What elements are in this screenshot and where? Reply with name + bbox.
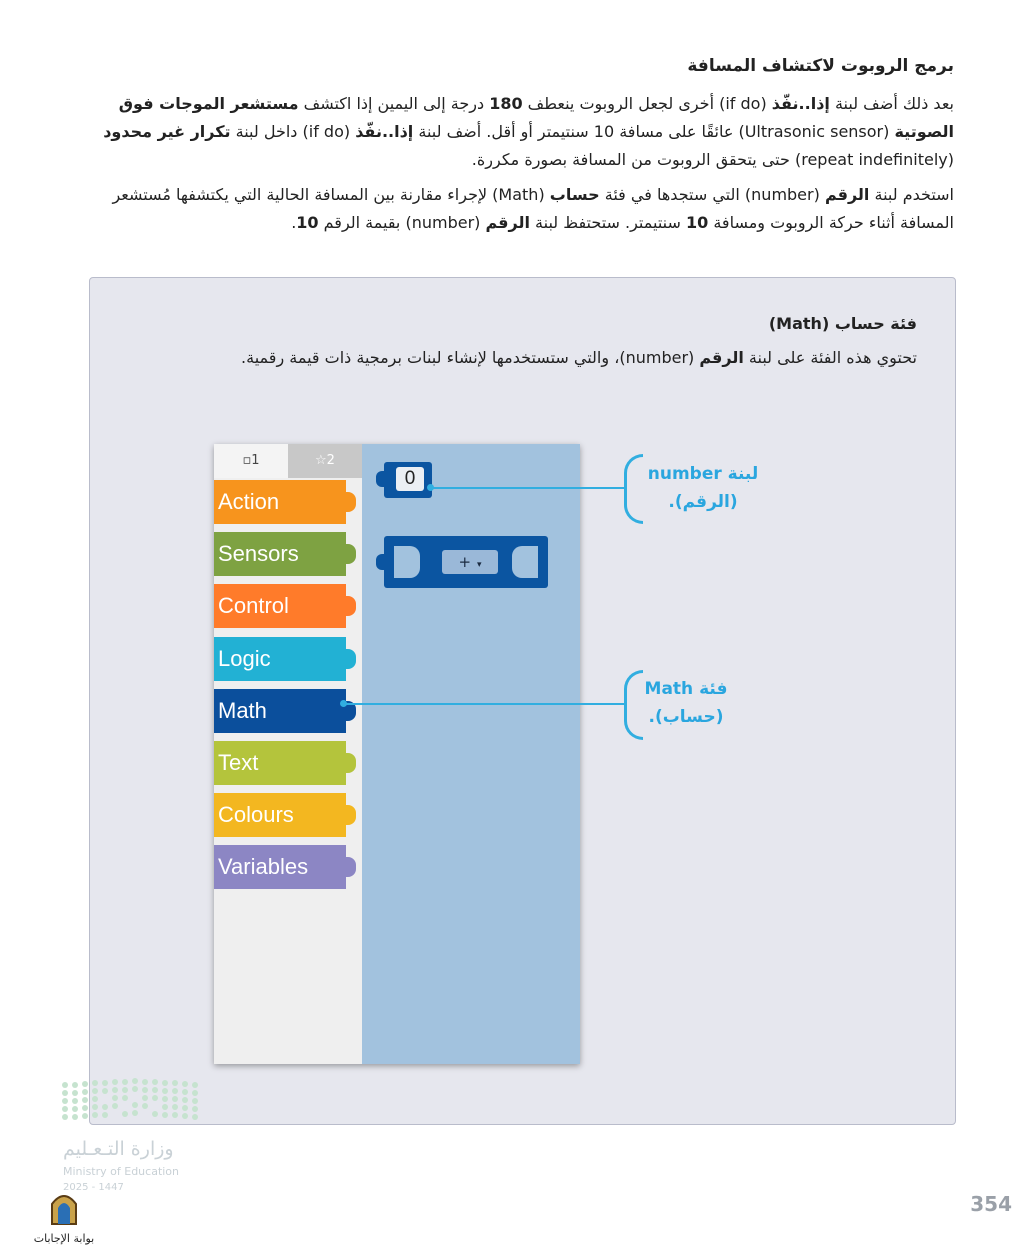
bold-span: إذا..نفّذ [771,94,830,113]
logo-dot [92,1096,98,1102]
logo-dot [162,1112,168,1118]
callout-math-label [638,675,734,731]
category-notch [342,649,356,669]
palette-tab-2[interactable]: ☆2 [288,444,362,478]
bold-span: تكرار غير محدود [103,122,231,141]
category-notch [342,753,356,773]
logo-dot [122,1111,128,1117]
logo-dot [132,1078,138,1084]
bold-span: إذا..نفّذ [355,122,414,141]
logo-dot [192,1098,198,1104]
logo-dot [62,1106,68,1112]
logo-dot [92,1104,98,1110]
logo-dot [132,1102,138,1108]
logo-dot [142,1087,148,1093]
logo-dot [142,1103,148,1109]
logo-dot [102,1080,108,1086]
logo-dot [92,1112,98,1118]
operator-symbol: + [458,553,472,571]
logo-dot [162,1104,168,1110]
logo-dot [182,1081,188,1087]
bold-span: 10 [685,213,709,232]
logo-dot [102,1112,108,1118]
logo-dot [112,1095,118,1101]
logo-dot [172,1096,178,1102]
logo-dot [112,1087,118,1093]
number-block[interactable] [384,462,432,498]
logo-dot [162,1080,168,1086]
category-notch [342,544,356,564]
bold-span: الرقم [699,348,744,367]
logo-dot [192,1082,198,1088]
logo-dot [72,1082,78,1088]
logo-dot [182,1097,188,1103]
section-heading: برمج الروبوت لاكتشاف المسافة [687,56,954,76]
callout-line-math [343,703,626,705]
bold-span: 180 [489,94,523,113]
logo-dot [162,1088,168,1094]
logo-dot [72,1106,78,1112]
logo-dot [112,1103,118,1109]
callout-line: (الرقم). [668,492,738,512]
callout-line: (حساب). [648,707,724,727]
bold-span: مستشعر الموجات فوق الصوتية [118,94,954,141]
site-label: بوابة الإجابات [33,1232,95,1245]
logo-dot [82,1113,88,1119]
logo-dot [192,1106,198,1112]
logo-dot [192,1090,198,1096]
category-variables[interactable]: Variables [214,845,346,889]
block-editor-screenshot [214,444,580,1064]
callout-line: لبنة number [647,464,759,484]
box-description [241,348,917,367]
text-span: بعد ذلك أضف لبنة [829,94,954,113]
info-box [89,277,956,1125]
category-control[interactable]: Control [214,584,346,628]
palette-tab-1[interactable]: ▫1 [214,444,288,478]
logo-dot [152,1087,158,1093]
category-notch [342,857,356,877]
paragraph-2 [84,181,954,237]
block-connector [376,471,386,487]
logo-dot [82,1097,88,1103]
logo-dot [122,1079,128,1085]
logo-dot [72,1090,78,1096]
bold-span: حساب [549,185,600,204]
text-span: (Math) لإجراء مقارنة بين المسافة الحالية التي يكتشفها مُستشعر المسافة أثناء حركة الروبوت ومسافة [112,185,954,232]
logo-dot [182,1089,188,1095]
logo-dot [182,1113,188,1119]
logo-dot [172,1080,178,1086]
ministry-name-arabic: وزارة التـعـليم [63,1138,174,1160]
logo-dot [62,1098,68,1104]
category-math[interactable]: Math [214,689,346,733]
logo-dot [82,1081,88,1087]
bold-span: الرقم [485,213,530,232]
logo-dot [152,1079,158,1085]
category-palette [214,444,362,1064]
logo-dot [122,1087,128,1093]
logo-dot [122,1095,128,1101]
logo-dot [72,1114,78,1120]
logo-dot [92,1088,98,1094]
text-span: درجة إلى اليمين إذا اكتشف [298,94,490,113]
category-action[interactable]: Action [214,480,346,524]
ministry-name-english: Ministry of Education [63,1165,180,1178]
logo-dot [172,1112,178,1118]
logo-dot [102,1104,108,1110]
arithmetic-block[interactable] [384,536,548,588]
box-title: فئة حساب (Math) [768,314,917,333]
input-slot-right[interactable] [512,546,538,578]
text-span: سنتيمتر. ستحتفظ لبنة [529,213,686,232]
text-span: (Ultrasonic sensor) عائقًا على مسافة 10 سنتيمتر أو أقل. أضف لبنة [413,122,895,141]
category-notch [342,492,356,512]
callout-line-number [430,487,626,489]
logo-dot [62,1090,68,1096]
logo-dot [172,1088,178,1094]
logo-dot [92,1080,98,1086]
page-number: 354 [970,1192,1012,1216]
logo-dot [62,1082,68,1088]
paragraph-1 [84,90,954,174]
logo-dot [132,1110,138,1116]
logo-dot [152,1095,158,1101]
text-span: (number) بقيمة الرقم [318,213,486,232]
logo-dot [192,1114,198,1120]
logo-dot [142,1079,148,1085]
callout-number-label [638,460,768,516]
palette-tabs [214,444,362,478]
bold-span: الرقم [824,185,870,204]
text-span: (number) التي ستجدها في فئة [599,185,825,204]
logo-dot [112,1079,118,1085]
logo-dot [142,1095,148,1101]
input-slot-left[interactable] [394,546,420,578]
site-watermark [28,1186,100,1245]
dropdown-arrow-icon: ▾ [477,560,482,570]
category-colours[interactable]: Colours [214,793,346,837]
bold-span: 10 [296,213,319,232]
category-notch [342,596,356,616]
text-span: استخدم لبنة [869,185,954,204]
logo-dot [152,1111,158,1117]
number-field[interactable]: 0 [396,467,424,491]
logo-dot [62,1114,68,1120]
category-notch [342,805,356,825]
logo-dot [172,1104,178,1110]
text-span: . [291,213,297,232]
text-span: تحتوي هذه الفئة على لبنة [743,348,917,367]
logo-dot [132,1086,138,1092]
text-span: (repeat indefinitely) حتى يتحقق الروبوت من المسافة بصورة مكررة. [471,150,954,169]
category-text[interactable]: Text [214,741,346,785]
logo-dot [82,1089,88,1095]
text-span: (number)، والتي ستستخدمها لإنشاء لبنات برمجية ذات قيمة رقمية. [241,348,700,367]
site-logo-icon [44,1186,84,1226]
logo-dot [72,1098,78,1104]
category-logic[interactable]: Logic [214,637,346,681]
logo-dot [102,1088,108,1094]
logo-dot [82,1105,88,1111]
text-span: (if do) داخل لبنة [230,122,356,141]
logo-dot [182,1105,188,1111]
operator-dropdown[interactable] [442,550,498,574]
logo-dot [162,1096,168,1102]
text-span: (if do) أخرى لجعل الروبوت ينعطف [522,94,772,113]
callout-line: فئة Math [644,679,728,699]
block-connector [376,554,386,570]
ministry-years: 2025 - 1447 [63,1182,124,1193]
category-sensors[interactable]: Sensors [214,532,346,576]
